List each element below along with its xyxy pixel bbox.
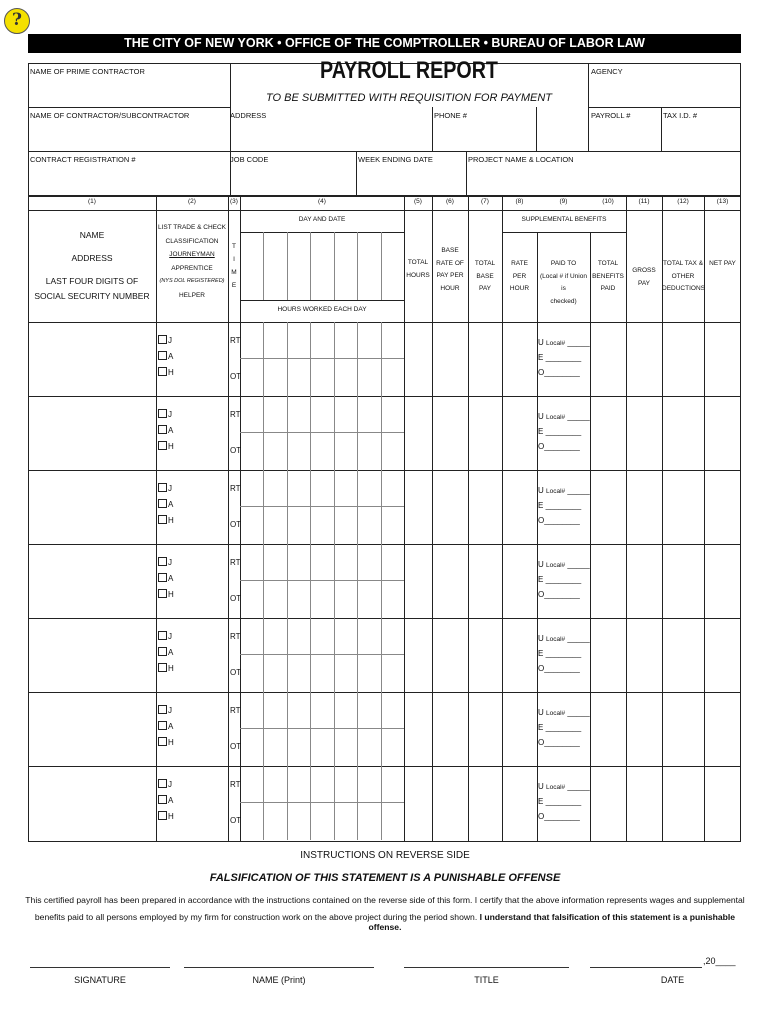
- checkbox-label-h: H: [168, 664, 174, 673]
- column-number-9: (9): [559, 198, 568, 205]
- total-benefits-header: TOTAL BENEFITS PAID: [592, 260, 624, 293]
- checkbox-j[interactable]: [158, 631, 167, 640]
- overtime-label: OT: [230, 446, 242, 455]
- tax-id-label: TAX I.D. #: [663, 111, 698, 120]
- signature-label: SIGNATURE: [74, 975, 126, 985]
- checkbox-label-j: J: [168, 632, 172, 641]
- checkbox-h[interactable]: [158, 663, 167, 672]
- checkbox-j[interactable]: [158, 483, 167, 492]
- column-number-13: (13): [716, 198, 729, 205]
- title-label: TITLE: [474, 975, 499, 985]
- checkbox-label-a: A: [168, 352, 174, 361]
- checkbox-h[interactable]: [158, 737, 167, 746]
- employee-fund-field[interactable]: E ________: [538, 797, 582, 806]
- column-number-5: (5): [414, 198, 422, 205]
- column-number-2: (2): [188, 198, 196, 205]
- checkbox-label-a: A: [168, 500, 174, 509]
- checkbox-label-h: H: [168, 590, 174, 599]
- total-base-pay-header: TOTAL BASE PAY: [474, 260, 496, 293]
- regular-time-label: RT: [230, 336, 241, 345]
- column-number-6: (6): [446, 198, 454, 205]
- base-rate-header: BASE RATE OF PAY PER HOUR: [436, 247, 464, 292]
- employee-fund-field[interactable]: E ________: [538, 501, 582, 510]
- regular-time-label: RT: [230, 484, 241, 493]
- checkbox-a[interactable]: [158, 425, 167, 434]
- checkbox-a[interactable]: [158, 721, 167, 730]
- union-local-field[interactable]: U Local# _____: [538, 338, 590, 347]
- other-fund-field[interactable]: O________: [538, 442, 580, 451]
- date-line[interactable]: [590, 967, 702, 968]
- name-column-header: NAME ADDRESS LAST FOUR DIGITS OF SOCIAL SECURITY NUMBER: [34, 230, 150, 301]
- overtime-label: OT: [230, 594, 242, 603]
- job-code-label: JOB CODE: [230, 155, 269, 164]
- supplemental-benefits-header: SUPPLEMENTAL BENEFITS: [521, 216, 607, 223]
- checkbox-j[interactable]: [158, 335, 167, 344]
- checkbox-a[interactable]: [158, 795, 167, 804]
- prime-contractor-label: NAME OF PRIME CONTRACTOR: [30, 67, 145, 76]
- week-ending-label: WEEK ENDING DATE: [358, 155, 433, 164]
- checkbox-j[interactable]: [158, 557, 167, 566]
- total-hours-header: TOTAL HOURS: [406, 259, 430, 279]
- union-local-field[interactable]: U Local# _____: [538, 634, 590, 643]
- column-number-12: (12): [677, 198, 689, 205]
- checkbox-label-a: A: [168, 574, 174, 583]
- union-local-field[interactable]: U Local# _____: [538, 486, 590, 495]
- trade-column-header: LIST TRADE & CHECK CLASSIFICATION JOURNEYMAN APPRENTICE (NYS DOL REGISTERED) HELPER: [157, 224, 227, 299]
- help-question-icon[interactable]: ?: [4, 8, 30, 34]
- overtime-label: OT: [230, 372, 242, 381]
- employee-fund-field[interactable]: E ________: [538, 353, 582, 362]
- signature-line[interactable]: [30, 967, 170, 968]
- employee-fund-field[interactable]: E ________: [538, 427, 582, 436]
- other-fund-field[interactable]: O________: [538, 812, 580, 821]
- checkbox-label-j: J: [168, 336, 172, 345]
- checkbox-j[interactable]: [158, 409, 167, 418]
- union-local-field[interactable]: U Local# _____: [538, 782, 590, 791]
- title-line[interactable]: [404, 967, 569, 968]
- paid-to-header: PAID TO (Local # if Union is checked): [540, 260, 587, 305]
- checkbox-j[interactable]: [158, 705, 167, 714]
- phone-label: PHONE #: [434, 111, 467, 120]
- payroll-number-label: PAYROLL #: [591, 111, 631, 120]
- project-label: PROJECT NAME & LOCATION: [468, 155, 574, 164]
- employee-fund-field[interactable]: E ________: [538, 575, 582, 584]
- checkbox-label-h: H: [168, 812, 174, 821]
- column-number-4: (4): [318, 198, 326, 205]
- checkbox-label-j: J: [168, 410, 172, 419]
- day-and-date-header: DAY AND DATE: [298, 216, 346, 223]
- total-tax-header: TOTAL TAX & OTHER DEDUCTIONS: [662, 260, 705, 293]
- rate-per-hour-header: RATE PER HOUR: [509, 260, 530, 293]
- contractor-label: NAME OF CONTRACTOR/SUBCONTRACTOR: [30, 111, 190, 120]
- falsification-warning: FALSIFICATION OF THIS STATEMENT IS A PUNISHABLE OFFENSE: [209, 872, 561, 884]
- overtime-label: OT: [230, 520, 242, 529]
- time-column-header: T I M E: [231, 243, 237, 289]
- checkbox-label-j: J: [168, 780, 172, 789]
- agency-label: AGENCY: [591, 67, 623, 76]
- other-fund-field[interactable]: O________: [538, 368, 580, 377]
- column-number-10: (10): [602, 198, 614, 205]
- overtime-label: OT: [230, 816, 242, 825]
- checkbox-a[interactable]: [158, 573, 167, 582]
- checkbox-h[interactable]: [158, 441, 167, 450]
- checkbox-label-a: A: [168, 722, 174, 731]
- employee-fund-field[interactable]: E ________: [538, 649, 582, 658]
- gross-pay-header: GROSS PAY: [632, 267, 656, 287]
- checkbox-label-h: H: [168, 442, 174, 451]
- checkbox-h[interactable]: [158, 811, 167, 820]
- union-local-field[interactable]: U Local# _____: [538, 560, 590, 569]
- checkbox-j[interactable]: [158, 779, 167, 788]
- regular-time-label: RT: [230, 706, 241, 715]
- union-local-field[interactable]: U Local# _____: [538, 708, 590, 717]
- checkbox-a[interactable]: [158, 499, 167, 508]
- name-print-label: NAME (Print): [252, 975, 306, 985]
- date-label: DATE: [660, 975, 685, 985]
- checkbox-h[interactable]: [158, 515, 167, 524]
- checkbox-label-a: A: [168, 426, 174, 435]
- checkbox-h[interactable]: [158, 589, 167, 598]
- other-fund-field[interactable]: O________: [538, 738, 580, 747]
- column-number-8: (8): [515, 198, 524, 205]
- page-title: PAYROLL REPORT: [320, 57, 498, 84]
- column-number-1: (1): [88, 198, 96, 205]
- instructions-note: INSTRUCTIONS ON REVERSE SIDE: [300, 850, 470, 861]
- checkbox-label-h: H: [168, 368, 174, 377]
- checkbox-a[interactable]: [158, 647, 167, 656]
- column-number-3: (3): [230, 198, 238, 205]
- employee-fund-field[interactable]: E ________: [538, 723, 582, 732]
- overtime-label: OT: [230, 668, 242, 677]
- certification-line-2: benefits paid to all persons employed by my firm for construction work on the above project during the period shown. I understand that falsification of this statement is a punishable offense.: [34, 912, 736, 932]
- checkbox-label-j: J: [168, 558, 172, 567]
- checkbox-a[interactable]: [158, 351, 167, 360]
- other-fund-field[interactable]: O________: [538, 664, 580, 673]
- page-subtitle: TO BE SUBMITTED WITH REQUISITION FOR PAYMENT: [265, 92, 552, 104]
- checkbox-label-a: A: [168, 796, 174, 805]
- checkbox-label-j: J: [168, 706, 172, 715]
- column-number-7: (7): [481, 198, 489, 205]
- checkbox-label-j: J: [168, 484, 172, 493]
- checkbox-label-a: A: [168, 648, 174, 657]
- net-pay-header: NET PAY: [709, 260, 736, 267]
- hours-worked-header: HOURS WORKED EACH DAY: [277, 306, 367, 313]
- regular-time-label: RT: [230, 558, 241, 567]
- overtime-label: OT: [230, 742, 242, 751]
- name-print-line[interactable]: [184, 967, 374, 968]
- other-fund-field[interactable]: O________: [538, 590, 580, 599]
- regular-time-label: RT: [230, 410, 241, 419]
- union-local-field[interactable]: U Local# _____: [538, 412, 590, 421]
- year-field: ,20____: [703, 956, 736, 966]
- other-fund-field[interactable]: O________: [538, 516, 580, 525]
- certification-line-1: This certified payroll has been prepared in accordance with the instructions contained on the reverse side of this form. I certify that the above information represents wages and supplemental: [25, 895, 745, 905]
- checkbox-label-h: H: [168, 516, 174, 525]
- address-label: ADDRESS: [230, 111, 267, 120]
- column-number-11: (11): [638, 198, 650, 205]
- regular-time-label: RT: [230, 632, 241, 641]
- checkbox-h[interactable]: [158, 367, 167, 376]
- checkbox-label-h: H: [168, 738, 174, 747]
- regular-time-label: RT: [230, 780, 241, 789]
- agency-banner: THE CITY OF NEW YORK • OFFICE OF THE COMPTROLLER • BUREAU OF LABOR LAW: [28, 34, 741, 53]
- contract-registration-label: CONTRACT REGISTRATION #: [30, 155, 136, 164]
